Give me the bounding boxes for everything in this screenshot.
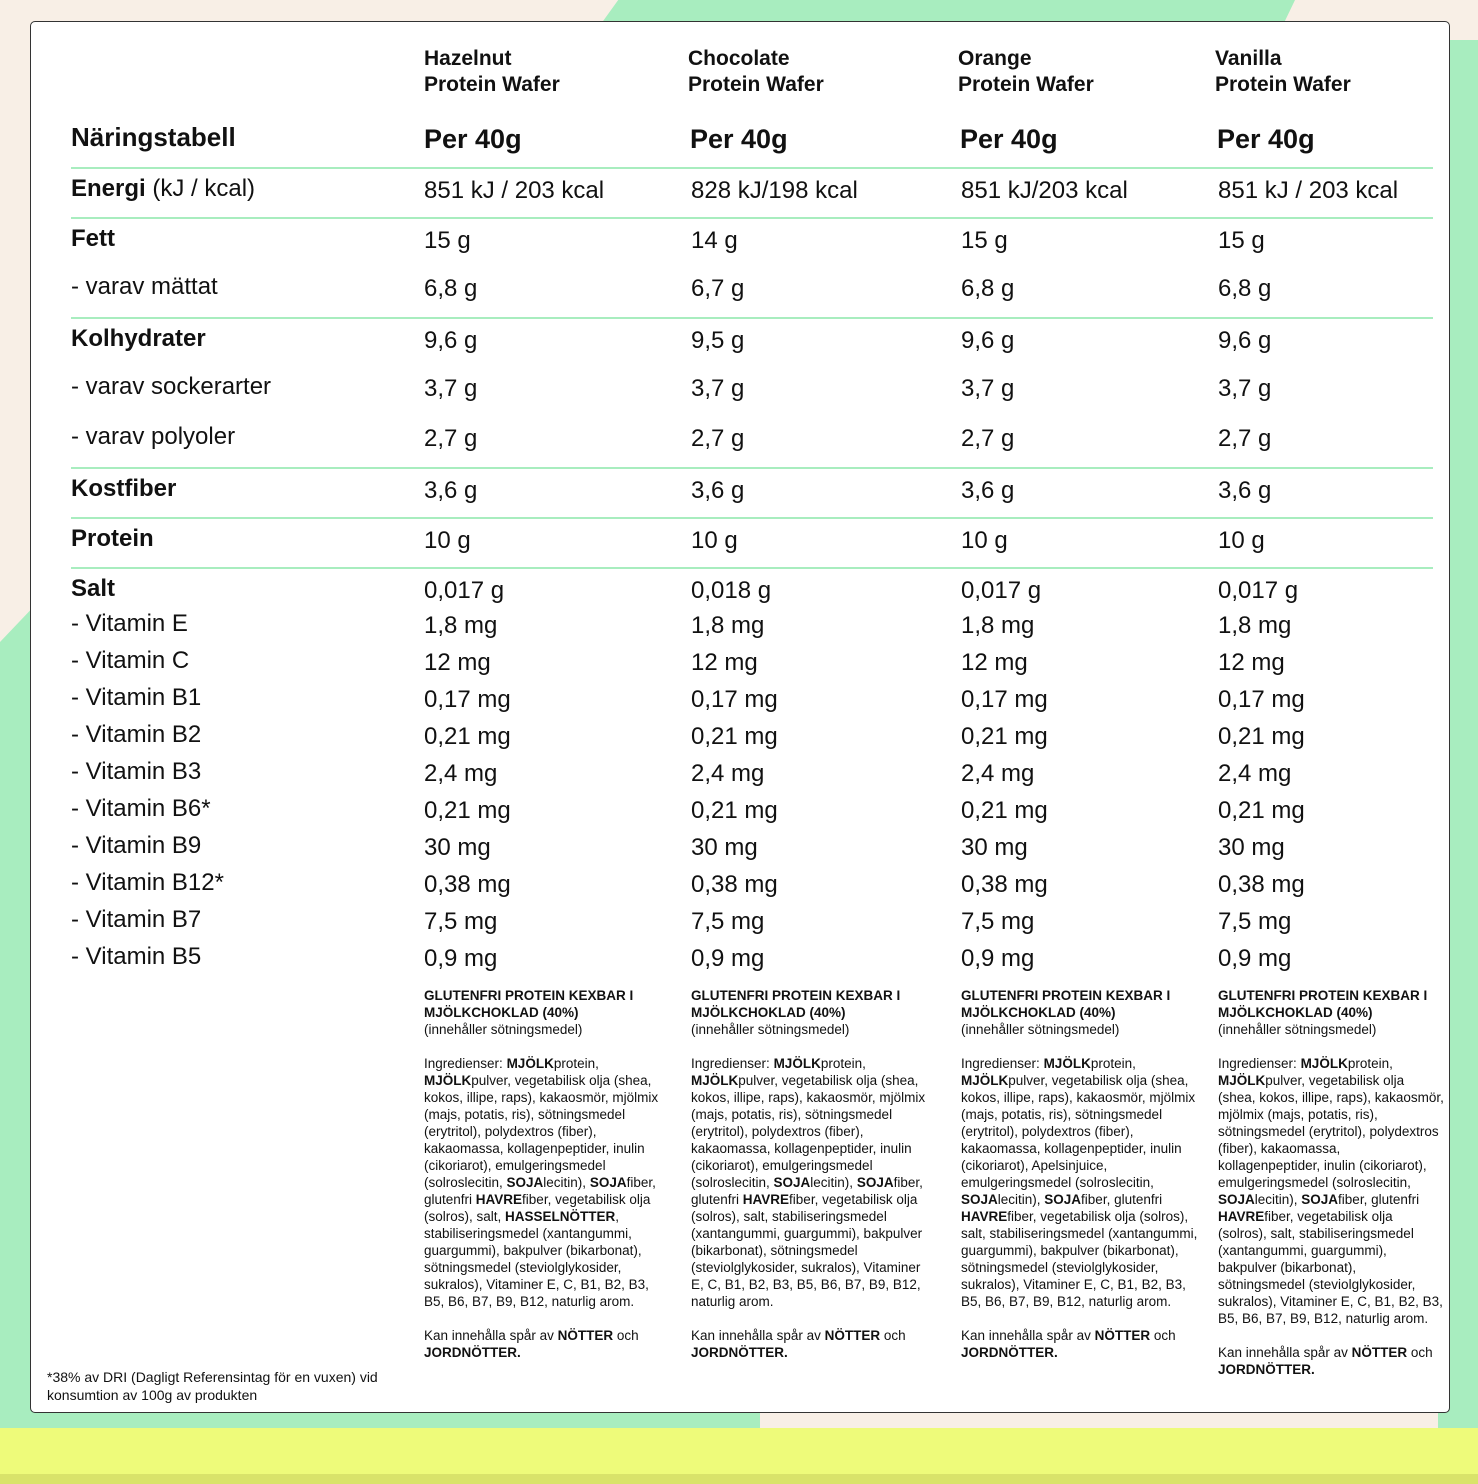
nutrient-value: 9,6 g xyxy=(1218,327,1272,354)
product-name-line2: Protein Wafer xyxy=(1215,73,1351,96)
allergen-warning: Kan innehålla spår av NÖTTER och JORDNÖTTER. xyxy=(961,1328,1176,1360)
ingredients-heading: GLUTENFRI PROTEIN KEXBAR I MJÖLKCHOKLAD (40%) xyxy=(691,988,901,1020)
nutrient-label xyxy=(71,832,201,860)
nutrient-label xyxy=(71,175,255,203)
nutrient-value: 2,7 g xyxy=(961,425,1015,452)
nutrient-value: 0,21 mg xyxy=(691,723,778,750)
product-name-line1: Hazelnut xyxy=(424,47,512,70)
nutrient-row xyxy=(71,267,1433,317)
ingredients-block-2 xyxy=(961,987,1203,1378)
nutrient-row xyxy=(71,367,1433,417)
nutrient-value: 1,8 mg xyxy=(1218,612,1292,639)
nutrient-label-text: - Vitamin B2 xyxy=(71,721,202,748)
ingredients-text: Ingredienser: MJÖLKprotein, MJÖLKpulver, vegetabilisk olja (shea, kokos, illipe, raps), kakaosmör, mjölmix (majs, potatis, ris), sötningsmedel (erytritol), polydextros (fiber), kakaomassa, kollagenpeptider, inulin (cikoriarot), emulgeringsmedel (solroslecitin, SOJAlecitin), SOJAfiber, glutenfri HAVREfiber, vegetabilisk olja (solros), salt, stabiliseringsmedel (xantangummi, guargummi), bakpulver (bikarbonat), sötningsmedel (steviolglykosider, sukralos), Vitaminer E, C, B1, B2, B3, B5, B6, B7, B9, B12, naturlig arom. xyxy=(691,1056,926,1309)
nutrient-value: 3,7 g xyxy=(961,375,1015,402)
nutrient-label-text: - Vitamin B3 xyxy=(71,758,202,785)
nutrient-label-text: Energi xyxy=(71,175,146,202)
nutrient-label-text: - Vitamin E xyxy=(71,610,188,637)
nutrient-value: 10 g xyxy=(691,527,738,554)
nutrient-label xyxy=(71,684,201,712)
nutrient-value: 7,5 mg xyxy=(961,908,1035,935)
nutrient-value: 30 mg xyxy=(961,834,1028,861)
nutrient-label-text: Protein xyxy=(71,525,154,552)
nutrient-value: 0,38 mg xyxy=(1218,871,1305,898)
nutrient-value: 10 g xyxy=(1218,527,1265,554)
nutrient-value: 0,018 g xyxy=(691,577,772,604)
nutrient-row xyxy=(71,863,1433,900)
nutrient-label-text: - Vitamin B5 xyxy=(71,943,202,970)
nutrient-value: 9,5 g xyxy=(691,327,745,354)
nutrient-value: 0,9 mg xyxy=(691,945,765,972)
product-name-line1: Chocolate xyxy=(688,47,790,70)
nutrient-label xyxy=(71,647,189,675)
nutrient-value: 14 g xyxy=(691,227,738,254)
nutrient-value: 0,017 g xyxy=(1218,577,1299,604)
nutrient-row xyxy=(71,826,1433,863)
nutrient-label xyxy=(71,325,206,353)
nutrient-value: 0,17 mg xyxy=(961,686,1048,713)
allergen-warning: Kan innehålla spår av NÖTTER och JORDNÖTTER. xyxy=(691,1328,906,1360)
product-name-line2: Protein Wafer xyxy=(424,73,560,96)
nutrient-value: 0,17 mg xyxy=(691,686,778,713)
nutrient-label xyxy=(71,721,201,749)
nutrient-label-text: - Vitamin B9 xyxy=(71,832,202,859)
nutrient-value: 2,7 g xyxy=(691,425,745,452)
nutrient-value: 0,9 mg xyxy=(961,945,1035,972)
product-name-0 xyxy=(424,46,560,98)
product-name-line1: Vanilla xyxy=(1215,47,1282,70)
nutrient-value: 6,7 g xyxy=(691,275,745,302)
nutrient-label-text: Fett xyxy=(71,225,115,252)
nutrient-label xyxy=(71,373,271,401)
nutrient-label-text: - varav polyoler xyxy=(71,423,236,450)
nutrient-value: 3,6 g xyxy=(691,477,745,504)
nutrient-label xyxy=(71,475,176,503)
nutrient-value: 9,6 g xyxy=(961,327,1015,354)
nutrient-label xyxy=(71,423,235,451)
nutrient-value: 7,5 mg xyxy=(424,908,498,935)
nutrient-label xyxy=(71,943,201,971)
nutrient-value: 30 mg xyxy=(691,834,758,861)
ingredients-heading: GLUTENFRI PROTEIN KEXBAR I MJÖLKCHOKLAD (40%) xyxy=(1218,988,1428,1020)
nutrient-value: 3,7 g xyxy=(691,375,745,402)
table-title: Näringstabell xyxy=(71,122,236,152)
nutrient-label-text: - varav sockerarter xyxy=(71,373,272,400)
nutrient-value: 0,21 mg xyxy=(424,723,511,750)
nutrient-value: 12 mg xyxy=(691,649,758,676)
nutrient-value: 2,4 mg xyxy=(424,760,498,787)
nutrient-value: 12 mg xyxy=(424,649,491,676)
nutrient-value: 10 g xyxy=(961,527,1008,554)
nutrient-value: 0,017 g xyxy=(424,577,505,604)
nutrient-value: 0,21 mg xyxy=(424,797,511,824)
nutrient-value: 0,38 mg xyxy=(691,871,778,898)
nutrient-row xyxy=(71,317,1433,367)
nutrient-value: 2,7 g xyxy=(424,425,478,452)
nutrient-label-text: - Vitamin B1 xyxy=(71,684,202,711)
nutrient-value: 12 mg xyxy=(1218,649,1285,676)
ingredients-note: (innehåller sötningsmedel) xyxy=(1218,1022,1377,1037)
nutrient-value: 828 kJ/198 kcal xyxy=(691,177,858,204)
ingredients-note: (innehåller sötningsmedel) xyxy=(961,1022,1120,1037)
nutrient-label-unit: (kJ / kcal) xyxy=(145,175,256,202)
nutrient-value: 0,9 mg xyxy=(1218,945,1292,972)
nutrient-row xyxy=(71,789,1433,826)
nutrient-value: 7,5 mg xyxy=(691,908,765,935)
product-name-1 xyxy=(688,46,824,98)
nutrient-label-text: Salt xyxy=(71,575,116,602)
nutrient-value: 6,8 g xyxy=(961,275,1015,302)
nutrient-value: 0,38 mg xyxy=(961,871,1048,898)
product-name-line2: Protein Wafer xyxy=(958,73,1094,96)
nutrient-value: 3,7 g xyxy=(424,375,478,402)
nutrient-label xyxy=(71,273,218,301)
serving-size-3: Per 40g xyxy=(1217,124,1315,154)
nutrient-value: 9,6 g xyxy=(424,327,478,354)
allergen-warning: Kan innehålla spår av NÖTTER och JORDNÖTTER. xyxy=(424,1328,639,1360)
nutrient-value: 0,38 mg xyxy=(424,871,511,898)
nutrient-label xyxy=(71,795,211,823)
nutrient-label-text: - Vitamin B12* xyxy=(71,869,224,896)
nutrient-row xyxy=(71,217,1433,267)
product-name-2 xyxy=(958,46,1094,98)
nutrient-value: 0,21 mg xyxy=(691,797,778,824)
nutrient-value: 2,7 g xyxy=(1218,425,1272,452)
serving-size-0: Per 40g xyxy=(424,124,522,154)
nutrient-value: 6,8 g xyxy=(1218,275,1272,302)
nutrient-row xyxy=(71,467,1433,517)
nutrient-value: 0,21 mg xyxy=(1218,723,1305,750)
nutrient-value: 2,4 mg xyxy=(1218,760,1292,787)
nutrient-label-text: Kostfiber xyxy=(71,475,177,502)
nutrient-value: 0,9 mg xyxy=(424,945,498,972)
nutrient-value: 6,8 g xyxy=(424,275,478,302)
ingredients-text: Ingredienser: MJÖLKprotein, MJÖLKpulver, vegetabilisk olja (shea, kokos, illipe, raps), kakaosmör, mjölmix (majs, potatis, ris), sötningsmedel (erytritol), polydextros (fiber), kakaomassa, kollagenpeptider, inulin (cikoriarot), emulgeringsmedel (solroslecitin, SOJAlecitin), SOJAfiber, glutenfri HAVREfiber, vegetabilisk olja (solros), salt, HASSELNÖTTER, stabiliseringsmedel (xantangummi, guargummi), bakpulver (bikarbonat), sötningsmedel (steviolglykosider, sukralos), Vitaminer E, C, B1, B2, B3, B5, B6, B7, B9, B12, naturlig arom. xyxy=(424,1056,659,1309)
nutrient-value: 15 g xyxy=(424,227,471,254)
nutrition-card xyxy=(30,21,1450,1413)
nutrient-row xyxy=(71,604,1433,641)
nutrient-value: 30 mg xyxy=(424,834,491,861)
ingredients-heading: GLUTENFRI PROTEIN KEXBAR I MJÖLKCHOKLAD (40%) xyxy=(961,988,1171,1020)
nutrient-row xyxy=(71,715,1433,752)
nutrient-label xyxy=(71,525,154,553)
nutrient-row xyxy=(71,641,1433,678)
nutrient-value: 0,17 mg xyxy=(424,686,511,713)
serving-size-2: Per 40g xyxy=(960,124,1058,154)
nutrient-value: 0,17 mg xyxy=(1218,686,1305,713)
nutrient-row xyxy=(71,752,1433,789)
nutrient-label xyxy=(71,869,224,897)
nutrient-value: 851 kJ / 203 kcal xyxy=(1218,177,1399,204)
nutrient-row xyxy=(71,900,1433,937)
nutrient-row xyxy=(71,567,1433,604)
decor-yellow-strip xyxy=(0,1474,1478,1484)
nutrient-label xyxy=(71,225,115,253)
nutrient-value: 1,8 mg xyxy=(424,612,498,639)
nutrient-value: 3,6 g xyxy=(961,477,1015,504)
ingredients-note: (innehåller sötningsmedel) xyxy=(691,1022,850,1037)
nutrient-value: 3,6 g xyxy=(1218,477,1272,504)
footnote: *38% av DRI (Dagligt Referensintag för en vuxen) vid konsumtion av 100g av produkten xyxy=(47,1369,378,1403)
product-name-3 xyxy=(1215,46,1351,98)
nutrient-label-text: - Vitamin C xyxy=(71,647,190,674)
nutrient-label-text: - Vitamin B6* xyxy=(71,795,211,822)
nutrient-value: 3,6 g xyxy=(424,477,478,504)
nutrient-value: 15 g xyxy=(1218,227,1265,254)
ingredients-block-0 xyxy=(424,987,666,1378)
ingredients-text: Ingredienser: MJÖLKprotein, MJÖLKpulver, vegetabilisk olja (shea, kokos, illipe, raps), kakaosmör, mjölmix (majs, potatis, ris), sötningsmedel (erytritol), polydextros (fiber), kakaomassa, kollagenpeptider, inulin (cikoriarot), Apelsinjuice, emulgeringsmedel (solroslecitin, SOJAlecitin), SOJAfiber, glutenfri HAVREfiber, vegetabilisk olja (solros), salt, stabiliseringsmedel (xantangummi, guargummi), bakpulver (bikarbonat), sötningsmedel (steviolglykosider, sukralos), Vitaminer E, C, B1, B2, B3, B5, B6, B7, B9, B12, naturlig arom. xyxy=(961,1056,1198,1309)
nutrient-value: 851 kJ/203 kcal xyxy=(961,177,1128,204)
nutrient-label xyxy=(71,610,188,638)
nutrient-row xyxy=(71,167,1433,217)
nutrient-value: 2,4 mg xyxy=(961,760,1035,787)
allergen-warning: Kan innehålla spår av NÖTTER och JORDNÖTTER. xyxy=(1218,1345,1433,1377)
ingredients-note: (innehåller sötningsmedel) xyxy=(424,1022,583,1037)
nutrient-value: 7,5 mg xyxy=(1218,908,1292,935)
nutrient-row xyxy=(71,517,1433,567)
ingredients-block-1 xyxy=(691,987,933,1378)
nutrient-value: 0,017 g xyxy=(961,577,1042,604)
nutrient-label-text: - varav mättat xyxy=(71,273,218,300)
nutrient-value: 15 g xyxy=(961,227,1008,254)
nutrient-label xyxy=(71,906,201,934)
nutrient-row xyxy=(71,417,1433,467)
ingredients-block-3 xyxy=(1218,987,1444,1395)
nutrient-value: 0,21 mg xyxy=(961,797,1048,824)
ingredients-text: Ingredienser: MJÖLKprotein, MJÖLKpulver, vegetabilisk olja (shea, kokos, illipe, raps), kakaosmör, mjölmix (majs, potatis, ris), sötningsmedel (erytritol), polydextros (fiber), kakaomassa, kollagenpeptider, inulin (cikoriarot), emulgeringsmedel (solroslecitin, SOJAlecitin), SOJAfiber, glutenfri HAVREfiber, vegetabilisk olja (solros), salt, stabiliseringsmedel (xantangummi, guargummi), bakpulver (bikarbonat), sötningsmedel (steviolglykosider, sukralos), Vitaminer E, C, B1, B2, B3, B5, B6, B7, B9, B12, naturlig arom. xyxy=(1218,1056,1444,1326)
nutrient-value: 10 g xyxy=(424,527,471,554)
nutrient-row xyxy=(71,937,1433,974)
serving-size-1: Per 40g xyxy=(690,124,788,154)
ingredients-heading: GLUTENFRI PROTEIN KEXBAR I MJÖLKCHOKLAD (40%) xyxy=(424,988,634,1020)
product-name-line2: Protein Wafer xyxy=(688,73,824,96)
nutrient-value: 1,8 mg xyxy=(961,612,1035,639)
nutrient-value: 2,4 mg xyxy=(691,760,765,787)
nutrient-value: 1,8 mg xyxy=(691,612,765,639)
nutrient-label-text: Kolhydrater xyxy=(71,325,206,352)
nutrient-value: 851 kJ / 203 kcal xyxy=(424,177,605,204)
nutrient-label xyxy=(71,758,201,786)
nutrient-value: 30 mg xyxy=(1218,834,1285,861)
product-name-line1: Orange xyxy=(958,47,1032,70)
nutrient-value: 12 mg xyxy=(961,649,1028,676)
nutrient-label xyxy=(71,575,115,603)
nutrient-row xyxy=(71,678,1433,715)
nutrient-value: 3,7 g xyxy=(1218,375,1272,402)
nutrient-label-text: - Vitamin B7 xyxy=(71,906,202,933)
nutrient-value: 0,21 mg xyxy=(961,723,1048,750)
nutrient-value: 0,21 mg xyxy=(1218,797,1305,824)
